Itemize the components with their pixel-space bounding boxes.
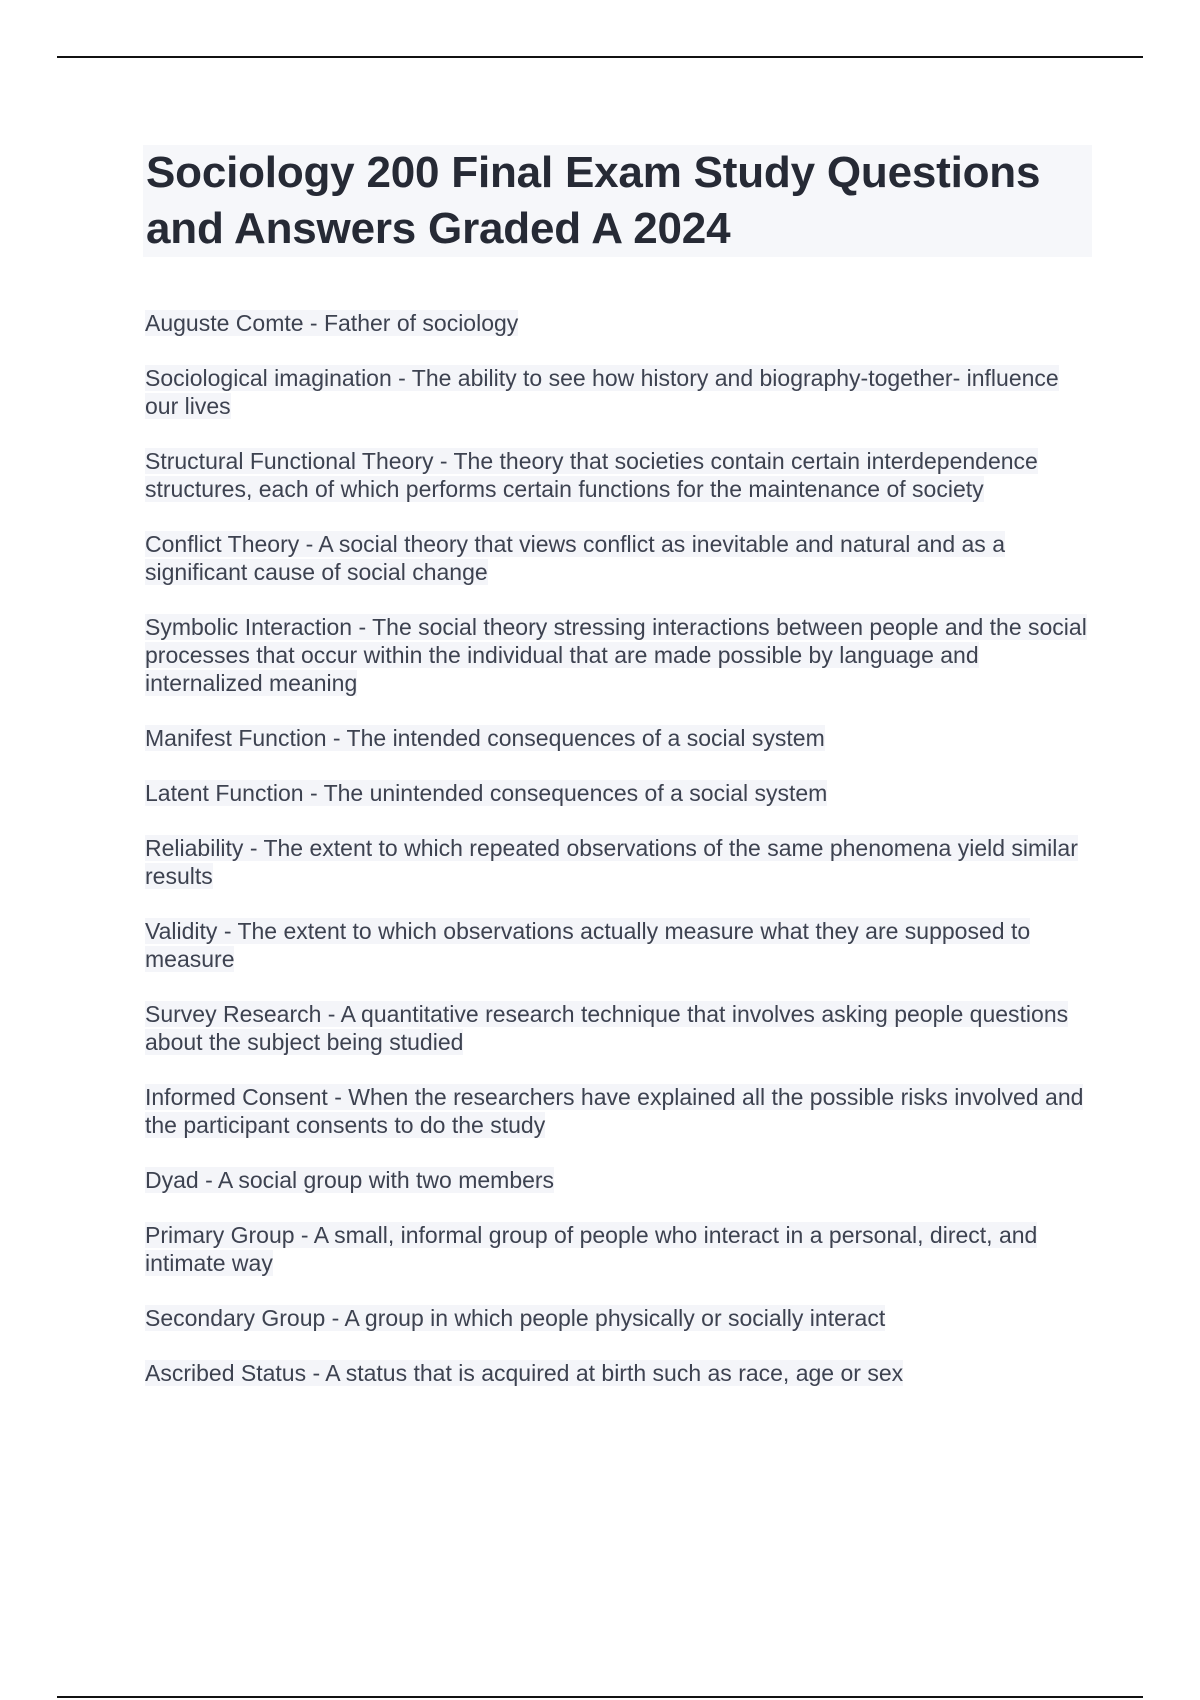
qa-item-ascribed-status [145,1359,1095,1387]
qa-text: Conflict Theory - A social theory that views conflict as inevitable and natural and as a significant cause of social change [145,531,1005,585]
qa-item-reliability [145,834,1095,890]
qa-item-manifest-function [145,724,1095,752]
title-block [143,145,1092,257]
qa-item-auguste-comte [145,309,1095,337]
document-title: Sociology 200 Final Exam Study Questions and Answers Graded A 2024 [146,148,1041,253]
qa-text: Primary Group - A small, informal group of people who interact in a personal, direct, and intimate way [145,1222,1038,1276]
qa-item-survey-research [145,1000,1095,1056]
bottom-rule [57,1696,1143,1698]
qa-text: Auguste Comte - Father of sociology [145,310,519,336]
qa-text: Latent Function - The unintended consequences of a social system [145,780,828,806]
qa-item-conflict-theory [145,530,1095,586]
qa-list [145,309,1095,1387]
qa-item-symbolic-interaction [145,613,1095,697]
qa-item-dyad [145,1166,1095,1194]
qa-text: Manifest Function - The intended consequences of a social system [145,725,825,751]
qa-text: Sociological imagination - The ability to see how history and biography-together- influence our lives [145,365,1059,419]
qa-text: Dyad - A social group with two members [145,1167,555,1193]
qa-item-primary-group [145,1221,1095,1277]
qa-item-validity [145,917,1095,973]
qa-item-sociological-imagination [145,364,1095,420]
qa-item-secondary-group [145,1304,1095,1332]
qa-text: Informed Consent - When the researchers have explained all the possible risks involved and the participant consents to do the study [145,1084,1084,1138]
qa-item-structural-functional-theory [145,447,1095,503]
qa-text: Symbolic Interaction - The social theory stressing interactions between people and the social processes that occur within the individual that are made possible by language and internalized meaning [145,614,1087,696]
qa-text: Validity - The extent to which observations actually measure what they are supposed to measure [145,918,1031,972]
top-rule [57,56,1143,58]
qa-text: Structural Functional Theory - The theory that societies contain certain interdependence structures, each of which performs certain functions for the maintenance of society [145,448,1038,502]
qa-item-latent-function [145,779,1095,807]
qa-item-informed-consent [145,1083,1095,1139]
qa-text: Secondary Group - A group in which people physically or socially interact [145,1305,886,1331]
qa-text: Reliability - The extent to which repeated observations of the same phenomena yield similar results [145,835,1078,889]
qa-text: Survey Research - A quantitative research technique that involves asking people questions about the subject being studied [145,1001,1069,1055]
qa-text: Ascribed Status - A status that is acquired at birth such as race, age or sex [145,1360,904,1386]
